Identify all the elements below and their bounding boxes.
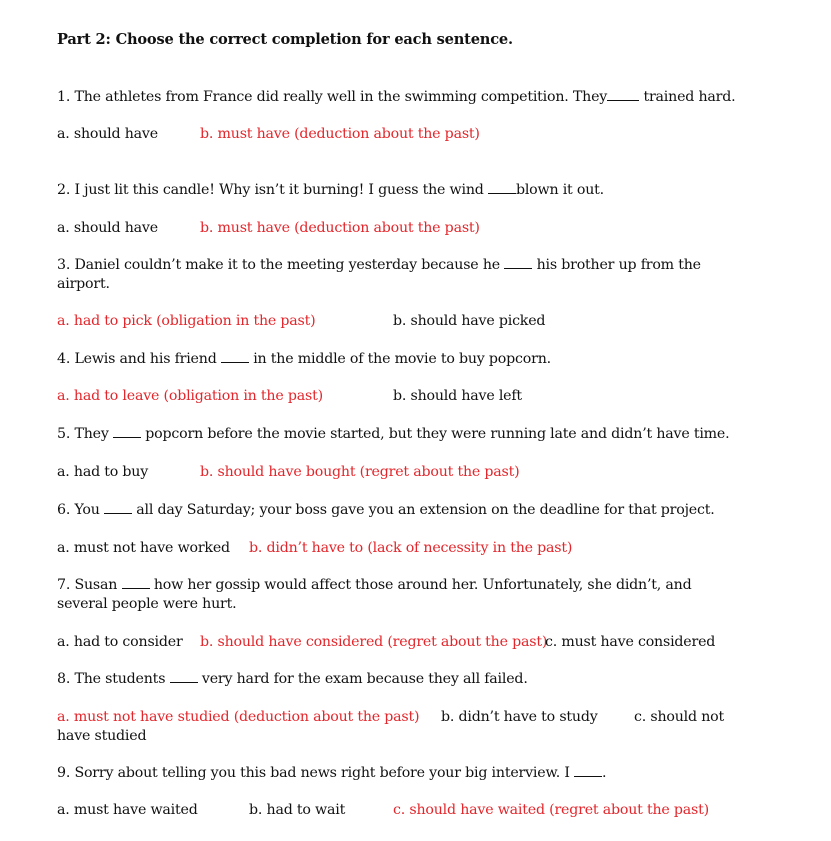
answer-blank <box>113 425 141 438</box>
q3-option-a-correct[interactable]: a. had to pick (obligation in the past) <box>57 313 316 329</box>
question-3 <box>57 256 701 274</box>
question-7 <box>57 576 692 594</box>
question-8 <box>57 670 528 688</box>
q2-option-a[interactable]: a. should have <box>57 220 158 236</box>
answer-blank <box>488 181 516 194</box>
question-6 <box>57 501 715 519</box>
question-7-continued: several people were hurt. <box>57 596 237 612</box>
question-3-continued: airport. <box>57 276 110 292</box>
q8-option-b[interactable]: b. didn’t have to study <box>441 709 598 725</box>
q5-option-b-correct[interactable]: b. should have bought (regret about the past) <box>200 464 520 480</box>
q6-option-a[interactable]: a. must not have worked <box>57 540 230 556</box>
question-3-text-end: his brother up from the <box>536 257 701 273</box>
question-4 <box>57 350 551 368</box>
question-5-text-start: 5. They <box>57 426 109 442</box>
answer-blank <box>574 764 602 777</box>
question-1-text-start: 1. The athletes from France did really well in the swimming competition. They <box>57 89 608 105</box>
q9-option-c-correct[interactable]: c. should have waited (regret about the past) <box>393 802 709 818</box>
q1-option-a[interactable]: a. should have <box>57 126 158 142</box>
question-2-text-start: 2. I just lit this candle! Why isn’t it burning! I guess the wind <box>57 182 484 198</box>
q9-option-b[interactable]: b. had to wait <box>249 802 346 818</box>
q4-option-b[interactable]: b. should have left <box>393 388 522 404</box>
question-7-text-start: 7. Susan <box>57 577 118 593</box>
question-6-text-start: 6. You <box>57 502 100 518</box>
question-3-text-start: 3. Daniel couldn’t make it to the meeting yesterday because he <box>57 257 500 273</box>
q7-option-c[interactable]: c. must have considered <box>545 634 716 650</box>
question-9-text-end: . <box>602 765 607 781</box>
question-9 <box>57 764 606 782</box>
question-1-text-end: trained hard. <box>643 89 736 105</box>
q9-option-a[interactable]: a. must have waited <box>57 802 198 818</box>
question-8-text-start: 8. The students <box>57 671 166 687</box>
q7-option-a[interactable]: a. had to consider <box>57 634 183 650</box>
question-4-text-start: 4. Lewis and his friend <box>57 351 217 367</box>
answer-blank <box>221 350 249 363</box>
q3-option-b[interactable]: b. should have picked <box>393 313 546 329</box>
answer-blank <box>607 88 639 101</box>
q8-option-c[interactable]: c. should not <box>634 709 724 725</box>
question-5 <box>57 425 729 443</box>
page-title: Part 2: Choose the correct completion for each sentence. <box>57 31 513 48</box>
question-1 <box>57 88 735 106</box>
answer-blank <box>104 501 132 514</box>
answer-blank <box>504 256 532 269</box>
q7-option-b-correct[interactable]: b. should have considered (regret about the past) <box>200 634 548 650</box>
question-7-text-end: how her gossip would affect those around her. Unfortunately, she didn’t, and <box>153 577 692 593</box>
question-2-text-end: blown it out. <box>515 182 604 198</box>
question-6-text-end: all day Saturday; your boss gave you an extension on the deadline for that project. <box>136 502 715 518</box>
question-9-text-start: 9. Sorry about telling you this bad news right before your big interview. I <box>57 765 570 781</box>
answer-blank <box>170 670 198 683</box>
question-5-text-end: popcorn before the movie started, but they were running late and didn’t have time. <box>145 426 730 442</box>
answer-blank <box>122 576 150 589</box>
q6-option-b-correct[interactable]: b. didn’t have to (lack of necessity in the past) <box>249 540 573 556</box>
q4-option-a-correct[interactable]: a. had to leave (obligation in the past) <box>57 388 323 404</box>
q8-option-a-correct[interactable]: a. must not have studied (deduction about the past) <box>57 709 420 725</box>
q8-option-c-continued: have studied <box>57 728 147 744</box>
question-4-text-end: in the middle of the movie to buy popcorn. <box>253 351 551 367</box>
question-8-text-end: very hard for the exam because they all failed. <box>201 671 528 687</box>
q1-option-b-correct[interactable]: b. must have (deduction about the past) <box>200 126 480 142</box>
q5-option-a[interactable]: a. had to buy <box>57 464 149 480</box>
q2-option-b-correct[interactable]: b. must have (deduction about the past) <box>200 220 480 236</box>
question-2 <box>57 181 604 199</box>
